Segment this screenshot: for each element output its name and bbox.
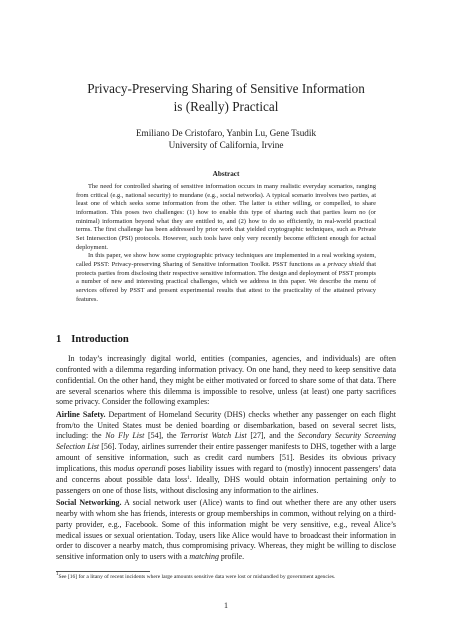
abstract-heading: Abstract <box>212 170 240 178</box>
abstract-paragraph-1: The need for controlled sharing of sensitive information occurs in many realistic everyday scenarios, ranging from critical (e.g., national security) to mundane (e.g., social networks). A typical scenario involves two parties, at least one of which seeks some information from the other. The latter is either willing, or compelled, to share information. This poses two challenges: (1) how to enable this type of sharing such that parties learn no (or minimal) information beyond what they are entitled to, and (2) how to do so efficiently, in real-world practical terms. The first challenge has been addressed by prior work that yielded cryptographic techniques, such as Private Set Intersection (PSI) protocols. However, such tools have only very recently become efficient enough for actual deployment. <box>76 183 376 251</box>
airline-text-3: [27], and the <box>246 431 298 441</box>
introduction-body <box>56 354 396 565</box>
abstract-paragraph-2 <box>76 252 376 304</box>
airline-text-1: Department of Homeland Security (DHS) checks whether any passenger on each flight from/to the United States must be denied boarding or disembarkation, based on several secret lists, including: the <box>56 409 396 441</box>
social-emphasis: matching <box>189 552 219 562</box>
social-networking-heading: Social Networking. <box>56 497 122 507</box>
airline-text-4: [56]. Today, airlines surrender their entire passenger manifests to DHS, together with a large amount of sensitive information, such as credit card numbers [51]. Besides its obvious privacy implications, this <box>56 442 396 473</box>
abstract-p2-text-b: that protects parties from disclosing their respective sensitive information. The design and deployment of PSST prompts a number of new and interesting practical challenges, which we address in this paper. We describe the menu of services offered by PSST and present experimental results that attest to the practicality of the attained privacy features. <box>76 260 376 303</box>
airline-emphasis-2: Terrorist Watch List <box>180 431 247 441</box>
abstract-body <box>76 183 376 304</box>
social-text-1: A social network user (Alice) wants to find out whether there are any other users nearby with whom she has friends, interests or group memberships in common, without relying on a third-party provider, e.g., Facebook. Some of this information might be very sensitive, e.g., reveal Alice’s medical issues or sexual orientation. Today, users like Alice would have to broadcast their information in order to discover a nearby match, thus compromising privacy. Whereas, they might be willing to disclose sensitive information only to users with a <box>56 497 396 562</box>
title-line-2: is (Really) Practical <box>173 99 279 114</box>
footnote-text: See [16] for a litany of recent incidents where large amounts sensitive data were lost or mishandled by government agencies. <box>58 574 336 580</box>
social-text-2: profile. <box>218 552 245 562</box>
section-number: 1 <box>56 334 62 345</box>
airline-text-6: . Ideally, DHS would obtain information pertaining <box>189 474 372 484</box>
title-line-1: Privacy-Preserving Sharing of Sensitive Information <box>87 81 365 96</box>
abstract-p2-emphasis: privacy shield <box>327 260 365 268</box>
airline-safety-paragraph <box>56 410 396 497</box>
author-names: Emiliano De Cristofaro, Yanbin Lu, Gene Tsudik <box>135 128 317 138</box>
footnote <box>56 574 416 581</box>
author-affiliation: University of California, Irvine <box>168 140 284 150</box>
paper-title <box>40 80 412 116</box>
section-title: Introduction <box>71 334 129 345</box>
author-block <box>40 127 412 151</box>
airline-text-7: to passengers on one of those lists, without disclosing any information to the airlines. <box>56 474 396 495</box>
page-number: 1 <box>224 601 228 610</box>
footnote-divider <box>56 571 150 572</box>
airline-safety-heading: Airline Safety. <box>56 409 106 419</box>
airline-text-2: [54], the <box>144 431 181 441</box>
airline-emphasis-5: only <box>371 474 386 484</box>
footnote-reference: 1 <box>187 475 190 481</box>
airline-emphasis-3: Secondary Security Screening Selection List <box>56 431 396 452</box>
airline-emphasis-4: modus operandi <box>113 463 166 473</box>
airline-text-5: poses liability issues with regard to (mostly) innocent passengers’ data and concerns about possible data loss <box>56 463 397 484</box>
intro-paragraph-1: In today’s increasingly digital world, entities (companies, agencies, and individuals) are often confronted with a dilemma regarding information privacy. On one hand, they need to keep sensitive data confidential. On the other hand, they might be either motivated or forced to share some of that data. There are several scenarios where this dilemma is impossible to resolve, unless (at least) one party sacrifices some privacy. Consider the following examples: <box>56 354 396 407</box>
social-networking-paragraph <box>56 498 396 563</box>
section-heading <box>56 334 129 345</box>
footnote-mark: 1 <box>56 572 59 577</box>
airline-emphasis-1: No Fly List <box>105 431 145 441</box>
abstract-p2-text-a: In this paper, we show how some cryptographic privacy techniques are implemented in a real working system, called PSST: Privacy-preserving Sharing of Sensitive information Toolkit. PSST functions as a <box>76 252 376 268</box>
